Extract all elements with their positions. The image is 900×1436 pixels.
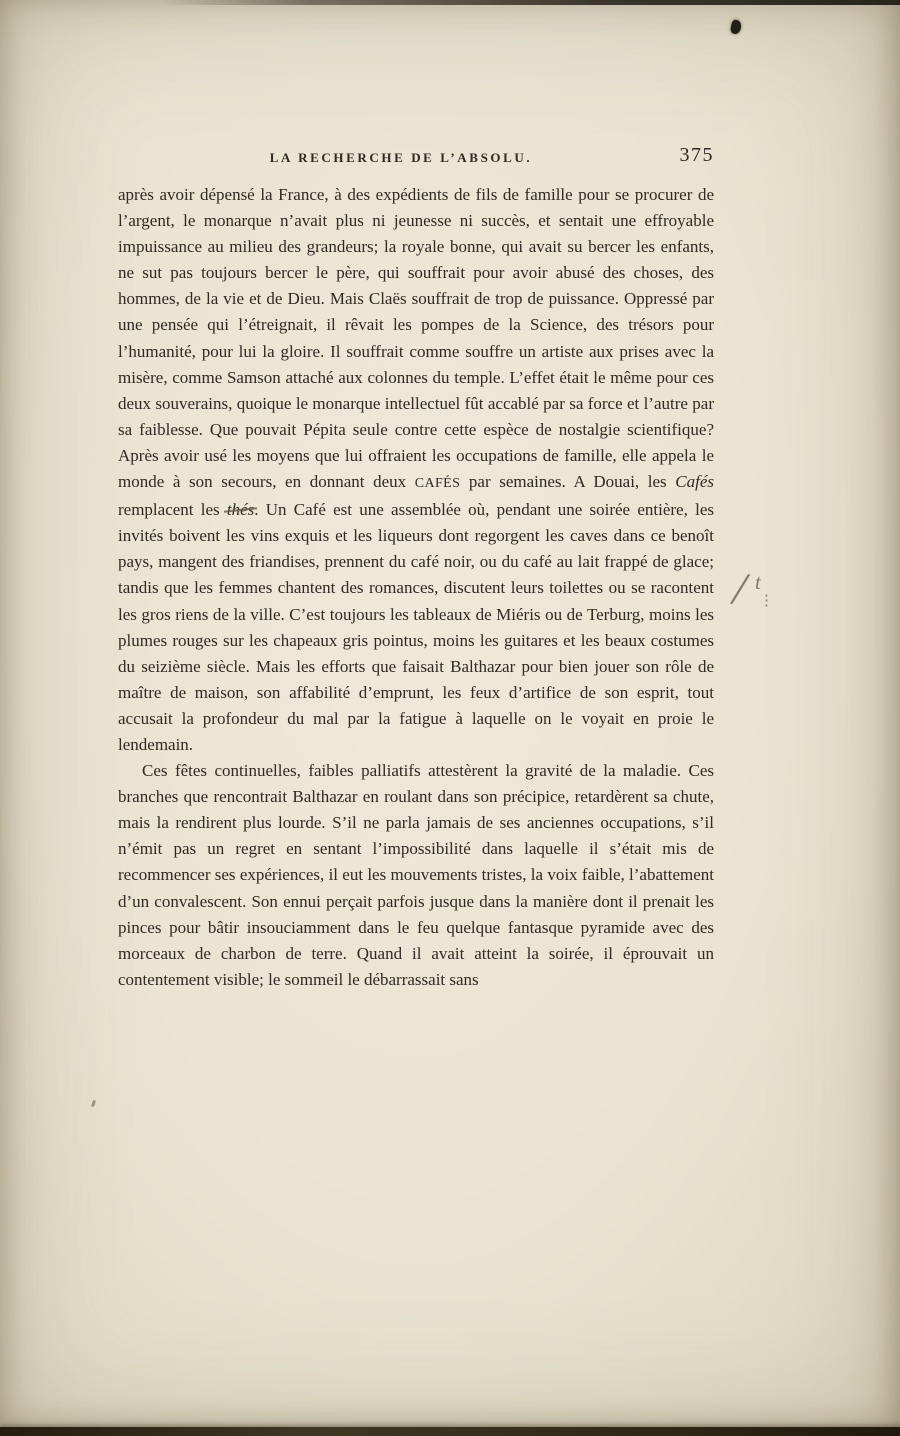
- page-header: [118, 144, 714, 170]
- text-segment: Cafés: [675, 472, 714, 492]
- text-segment: remplacent les: [118, 500, 227, 520]
- scan-artifact-bottom-edge: [0, 1427, 900, 1436]
- pencil-slash-mark: /: [731, 562, 748, 615]
- text-segment: par semaines. A Douai, les: [460, 472, 676, 492]
- paragraph: [118, 182, 714, 758]
- text-segment: après avoir dépensé la France, à des expédients de fils de famille pour se procurer de l’argent, le monarque n’avait plus ni jeunesse ni succès, et sentait une effroyable impuissance au milieu des grandeurs; la royale bonne, qui avait su bercer les enfants, ne sut pas toujours bercer le père, qui souffrait pour avoir abusé des choses, des hommes, de la vie et de Dieu. Mais Claës souffrait de trop de puissance. Oppressé par une pensée qui l’étreignait, il rêvait les pompes de la Science, des trésors pour l’humanité, pour lui la gloire. Il souffrait comme souffre un artiste aux prises avec la misère, comme Samson attaché aux colonnes du temple. L’effet était le même pour ces deux souverains, quoique le monarque intellectuel fût accablé par sa force et l’autre par sa faiblesse. Que pouvait Pépita seule contre cette espèce de nostalgie scientifique? Après avoir usé les moyens que lui offraient les occupations de famille, elle appela le monde à son secours, en donnant deux: [118, 185, 714, 492]
- scan-artifact-corner-mark: [730, 19, 743, 35]
- pencil-dots-mark: ⋮: [759, 593, 774, 609]
- text-segment: Ces fêtes continuelles, faibles palliatifs attestèrent la gravité de la maladie. Ces branches que rencontrait Balthazar en roulant dans son précipice, retardèrent sa chute, mais la rendirent plus lourde. S’il ne parla jamais de ses anciennes occupations, s’il n’émit pas un regret en sentant l’impossibilité dans laquelle il s’était mis de recommencer ses expériences, il eut les mouvements tristes, la voix faible, l’abattement d’un convalescent. Son ennui perçait parfois jusque dans la manière dont il prenait les pinces pour bâtir insouciamment dans le feu quelque fantasque pyramide avec des morceaux de charbon de terre. Quand il avait atteint la soirée, il éprouvait un contentement visible; le sommeil le débarrassait sans: [118, 761, 714, 989]
- page-body: [118, 182, 714, 993]
- text-segment: thés: [226, 500, 255, 520]
- running-title: LA RECHERCHE DE L’ABSOLU.: [269, 150, 533, 165]
- margin-annotation: [731, 562, 793, 646]
- scan-artifact-speck: [91, 1100, 96, 1108]
- scan-artifact-top-edge: [160, 0, 900, 5]
- text-segment: CAFÉS: [414, 476, 461, 492]
- text-segment: . Un Café est une assemblée où, pendant une soirée entière, les invités boivent les vins exquis et les liqueurs dont regorgent les caves dans ce benoît pays, mangent des friandises, prennent du café noir, ou du café au lait frappé de glace; tandis que les femmes chantent des romances, discutent leurs toilettes ou se racontent les gros riens de la ville. C’est toujours les tableaux de Miéris ou de Terburg, moins les plumes rouges sur les chapeaux gris pointus, moins les guitares et les beaux costumes du seizième siècle. Mais les efforts que faisait Balthazar pour bien jouer son rôle de maître de maison, son affabilité d’emprunt, les feux d’artifice de son esprit, tout accusait la profondeur du mal par la fatigue à laquelle on le voyait en proie le lendemain.: [118, 500, 714, 754]
- page-number: 375: [679, 144, 714, 166]
- pencil-letter-mark: t: [755, 570, 761, 594]
- paragraph: [118, 758, 714, 993]
